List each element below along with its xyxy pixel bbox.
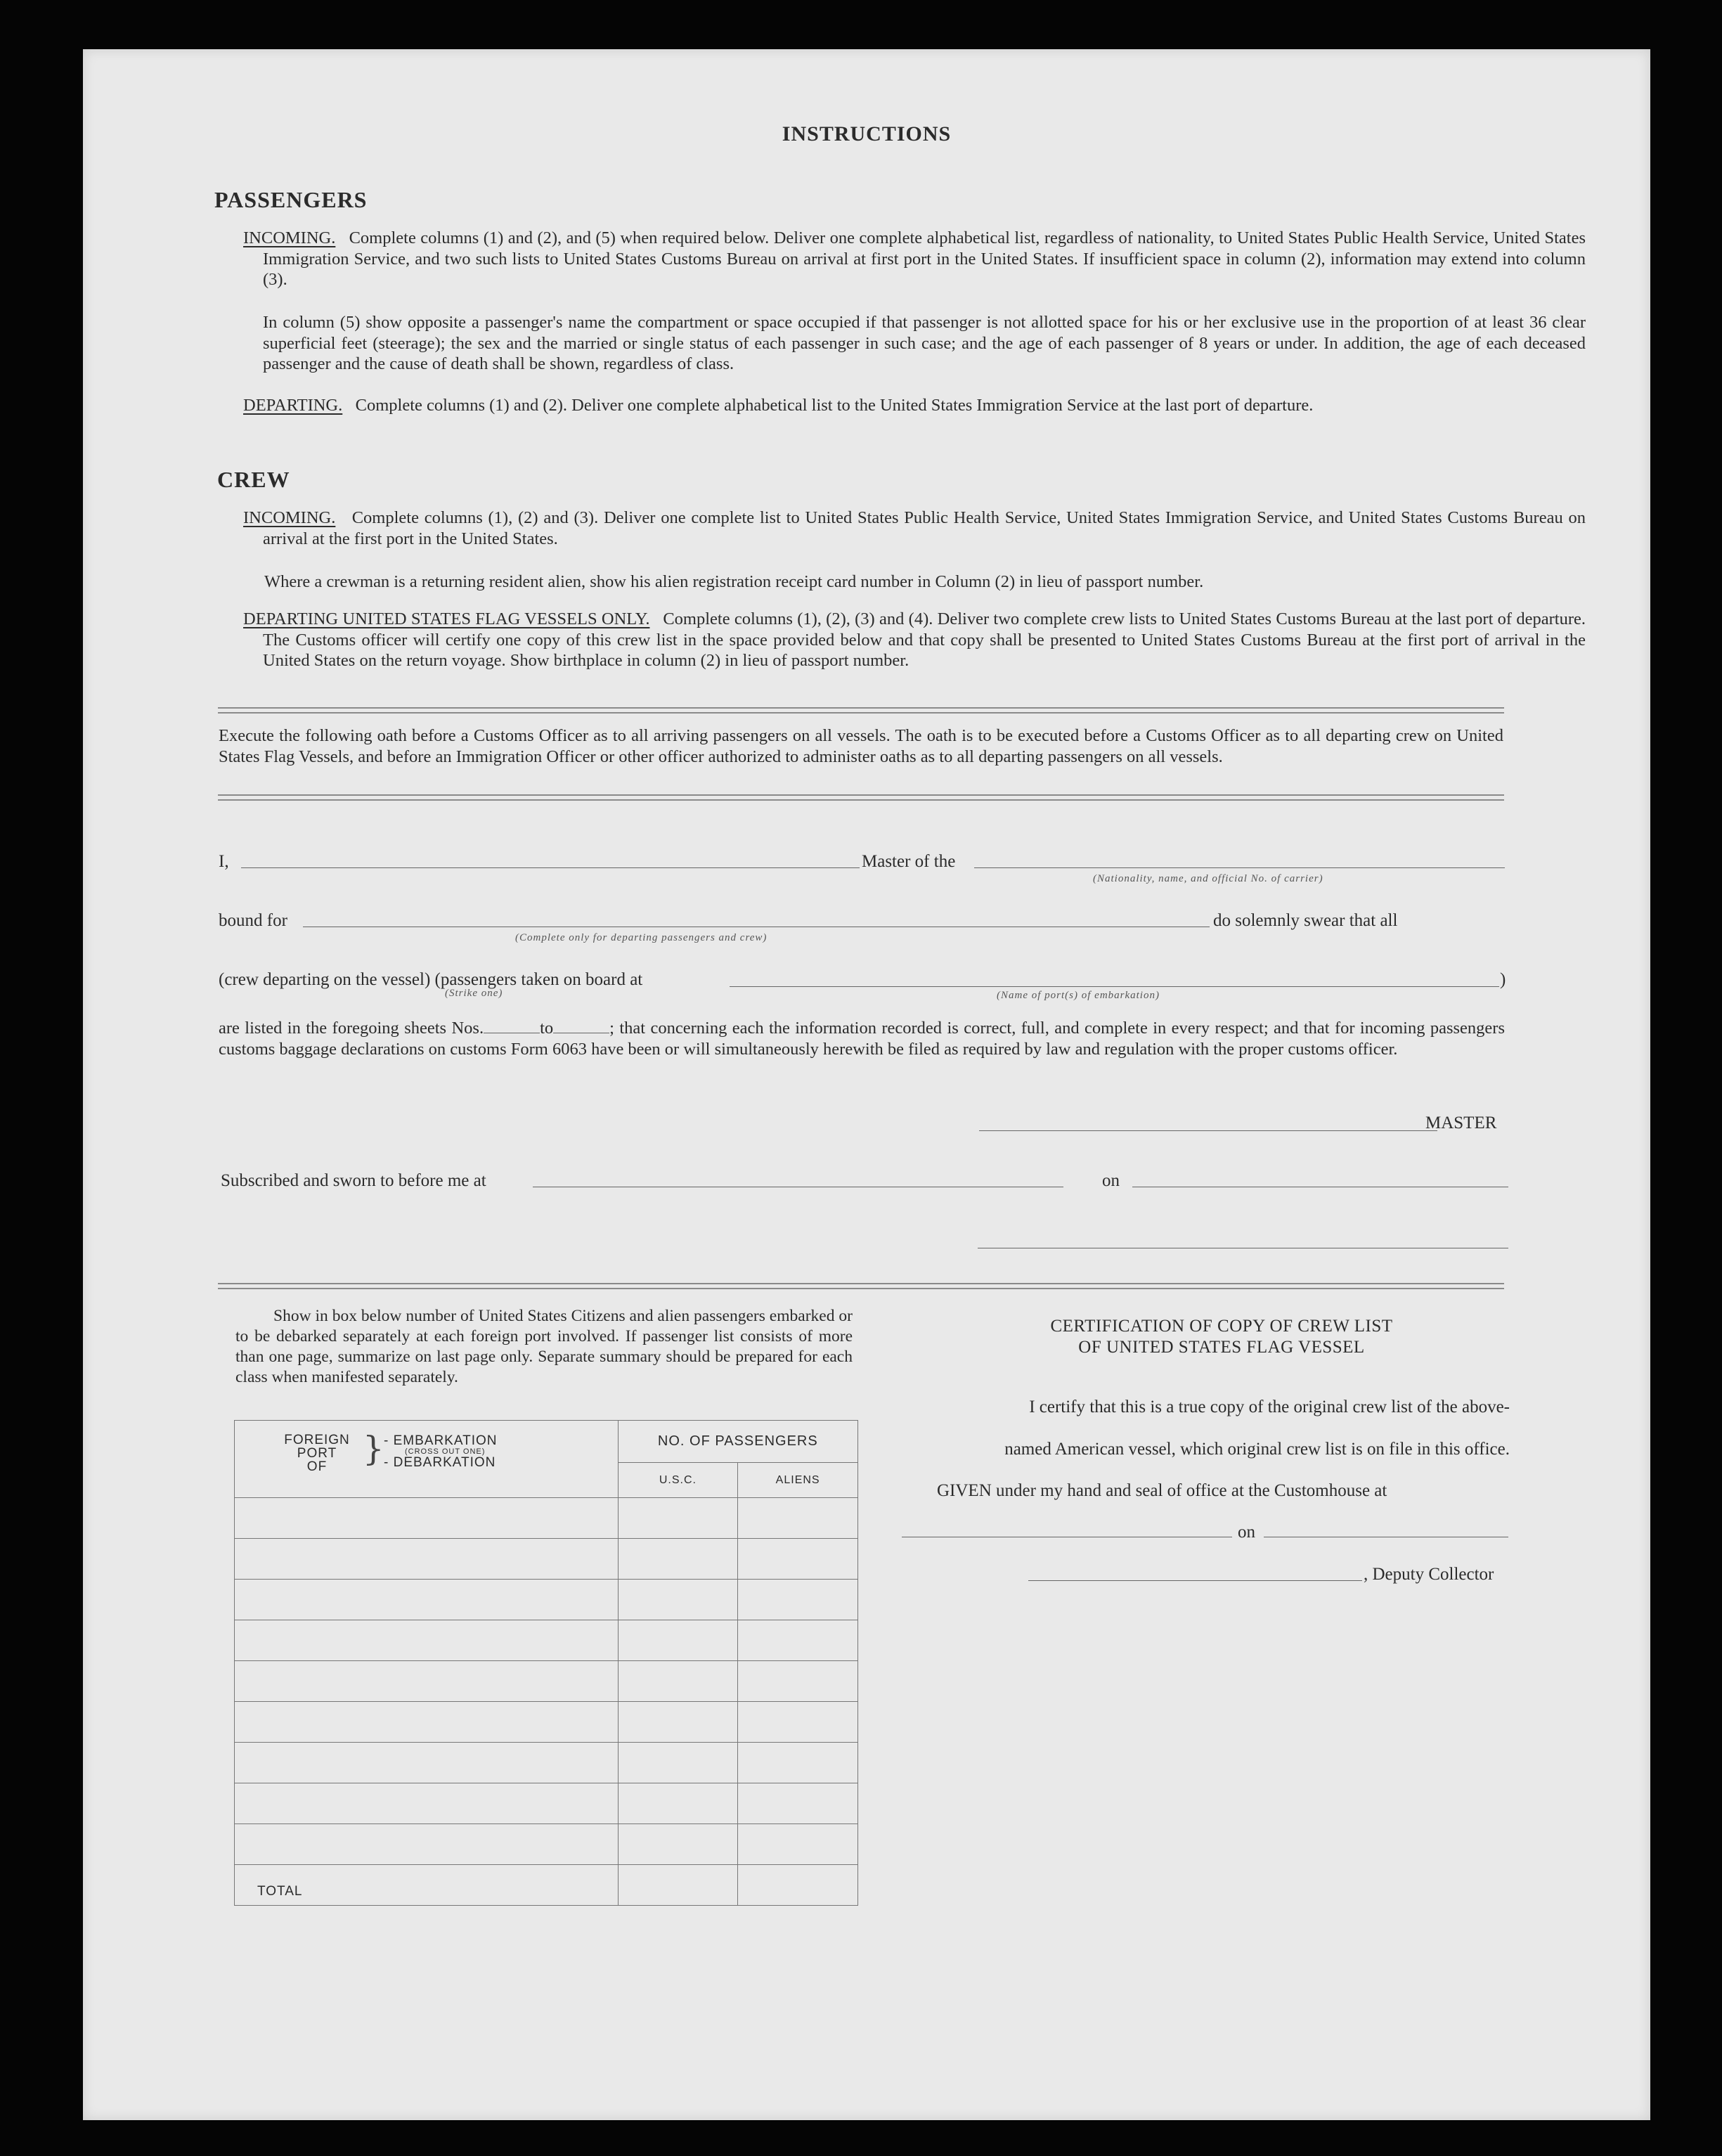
foreign-port-header (235, 1421, 619, 1498)
usc-cell[interactable] (618, 1824, 738, 1865)
usc-total-cell[interactable] (618, 1865, 738, 1906)
sworn-on-label: on (1102, 1171, 1120, 1190)
port-cell[interactable] (235, 1498, 619, 1539)
port-cell[interactable] (235, 1580, 619, 1620)
usc-header: U.S.C. (618, 1463, 738, 1498)
table-row (235, 1702, 858, 1743)
table-row (235, 1783, 858, 1824)
port-cell[interactable] (235, 1783, 619, 1824)
ports-caption: (Name of port(s) of embarkation) (997, 990, 1160, 1001)
port-cell[interactable] (235, 1743, 619, 1783)
aliens-cell[interactable] (738, 1539, 858, 1580)
close-paren: ) (1500, 970, 1506, 989)
passenger-summary-table (234, 1420, 858, 1906)
no-passengers-header: NO. OF PASSENGERS (618, 1421, 857, 1463)
crew-departing-label: DEPARTING UNITED STATES FLAG VESSELS ONLY. (243, 609, 650, 628)
usc-cell[interactable] (618, 1580, 738, 1620)
sheet-from-field[interactable] (484, 1020, 540, 1033)
strike-one-caption: (Strike one) (445, 988, 503, 999)
subscribed-label: Subscribed and sworn to before me at (221, 1171, 486, 1190)
crew-departing-paragraph (243, 609, 1586, 671)
carrier-caption: (Nationality, name, and official No. of carrier) (1093, 873, 1323, 884)
usc-cell[interactable] (618, 1539, 738, 1580)
crew-heading: CREW (217, 467, 290, 492)
usc-cell[interactable] (618, 1743, 738, 1783)
oath-instructions: Execute the following oath before a Customs Officer as to all arriving passengers on all vessels. The oath is to be executed before a Customs Officer as to all departing crew on United States Flag Vessels, and before an Immigration Officer or other officer authorized to administer oaths as to all departing passengers on all vessels. (219, 726, 1503, 766)
port-label: PORT (297, 1446, 337, 1461)
passengers-incoming-paragraph (243, 228, 1586, 290)
embarkation-ports-field[interactable] (730, 986, 1499, 987)
brace-icon: } (363, 1429, 384, 1468)
aliens-cell[interactable] (738, 1824, 858, 1865)
crew-incoming-label: INCOMING. (243, 508, 336, 527)
to-label: to (540, 1019, 554, 1038)
table-row (235, 1824, 858, 1865)
debarkation-label: - DEBARKATION (384, 1455, 496, 1470)
crew-departing-label: (crew departing on the vessel) (passengers taken on board at (219, 970, 643, 989)
port-cell[interactable] (235, 1824, 619, 1865)
table-row (235, 1661, 858, 1702)
table-row (235, 1743, 858, 1783)
master-signature-field[interactable] (979, 1130, 1437, 1131)
divider (218, 1283, 1504, 1289)
aliens-cell[interactable] (738, 1620, 858, 1661)
listed-rest: ; that concerning each the information recorded is correct, full, and complete in every respect; and that for incoming passengers customs baggage declarations on customs Form 6063 have been or will simultaneously herewith be filed as required by law and regulation with the proper customs officer. (219, 1019, 1505, 1059)
usc-cell[interactable] (618, 1783, 738, 1824)
usc-cell[interactable] (618, 1498, 738, 1539)
crew-departing-text: Complete columns (1), (2), (3) and (4). Deliver two complete crew lists to United States Customs Bureau at the last port of departure. The Customs officer will certify one copy of this crew list in the space provided below and that copy shall be presented to United States Customs Bureau at the first port of arrival in the United States on the return voyage. Show birthplace in column (2) in lieu of passport number. (263, 609, 1586, 670)
i-label: I, (219, 852, 229, 871)
embarkation-label: - EMBARKATION (384, 1433, 498, 1448)
divider (218, 707, 1504, 714)
port-cell[interactable] (235, 1702, 619, 1743)
master-name-field[interactable] (241, 867, 860, 868)
certify-line2: named American vessel, which original crew list is on file in this office. (1004, 1440, 1510, 1459)
total-label: TOTAL (235, 1865, 619, 1906)
passengers-departing-paragraph (243, 395, 1586, 416)
aliens-total-cell[interactable] (738, 1865, 858, 1906)
passengers-incoming-text: Complete columns (1) and (2), and (5) when required below. Deliver one complete alphabetical list, regardless of nationality, to United States Public Health Service, United States Immigration Service, and two such lists to United States Customs Bureau on arrival at first port in the United States. If insufficient space in column (2), information may extend into column (3). (263, 228, 1586, 289)
aliens-cell[interactable] (738, 1743, 858, 1783)
of-label: OF (306, 1459, 328, 1474)
foreign-label: FOREIGN (284, 1433, 350, 1447)
passengers-departing-label: DEPARTING. (243, 396, 343, 415)
master-label: MASTER (1425, 1113, 1497, 1132)
certification-heading-line2: OF UNITED STATES FLAG VESSEL (1078, 1338, 1365, 1357)
passengers-departing-text: Complete columns (1) and (2). Deliver one complete alphabetical list to the United States Immigration Service at the last port of departure. (355, 396, 1314, 415)
certification-heading-line1: CERTIFICATION OF COPY OF CREW LIST (1050, 1317, 1393, 1336)
summary-note: Show in box below number of United States Citizens and alien passengers embarked or to be debarked separately at each foreign port involved. If passenger list consists of more than one page, summarize on last page only. Separate summary should be prepared for each class when manifested separately. (235, 1307, 853, 1386)
port-cell[interactable] (235, 1539, 619, 1580)
certify-on-label: on (1238, 1523, 1255, 1542)
cross-out-label: (CROSS OUT ONE) (405, 1447, 486, 1456)
port-cell[interactable] (235, 1620, 619, 1661)
table-row (235, 1580, 858, 1620)
aliens-cell[interactable] (738, 1580, 858, 1620)
aliens-cell[interactable] (738, 1783, 858, 1824)
deputy-collector-signature-field[interactable] (1028, 1580, 1362, 1581)
divider (218, 794, 1504, 801)
usc-cell[interactable] (618, 1620, 738, 1661)
crew-incoming-paragraph (243, 508, 1586, 549)
crew-incoming-text: Complete columns (1), (2) and (3). Deliver one complete list to United States Public Health Service, United States Immigration Service, and United States Customs Bureau on arrival at the first port in the United States. (263, 508, 1586, 548)
passengers-incoming-label: INCOMING. (243, 228, 336, 247)
certification-heading (933, 1316, 1510, 1358)
master-of-the-label: Master of the (862, 852, 956, 871)
table-row (235, 1498, 858, 1539)
total-row (235, 1865, 858, 1906)
listed-paragraph (219, 1018, 1505, 1059)
resident-alien-paragraph: Where a crewman is a returning resident alien, show his alien registration receipt card number in Column (2) in lieu of passport number. (264, 572, 1204, 591)
certify-line1: I certify that this is a true copy of the original crew list of the above- (1029, 1397, 1510, 1416)
form-page (83, 49, 1650, 2120)
certify-line3: GIVEN under my hand and seal of office at the Customhouse at (937, 1481, 1387, 1500)
table-row (235, 1620, 858, 1661)
bound-for-label: bound for (219, 911, 287, 930)
sheet-to-field[interactable] (553, 1020, 609, 1033)
carrier-field[interactable] (974, 867, 1505, 868)
table-row (235, 1539, 858, 1580)
listed-prefix: are listed in the foregoing sheets Nos. (219, 1019, 484, 1038)
bound-for-caption: (Complete only for departing passengers and crew) (515, 932, 768, 943)
aliens-cell[interactable] (738, 1702, 858, 1743)
usc-cell[interactable] (618, 1702, 738, 1743)
usc-cell[interactable] (618, 1661, 738, 1702)
aliens-cell[interactable] (738, 1661, 858, 1702)
aliens-header: ALIENS (738, 1463, 858, 1498)
page-title: INSTRUCTIONS (782, 122, 952, 146)
port-cell[interactable] (235, 1661, 619, 1702)
deputy-collector-label: , Deputy Collector (1364, 1565, 1494, 1584)
swear-label: do solemnly swear that all (1213, 911, 1398, 930)
aliens-cell[interactable] (738, 1498, 858, 1539)
passengers-heading: PASSENGERS (214, 187, 368, 212)
column5-paragraph: In column (5) show opposite a passenger's name the compartment or space occupied if that passenger is not allotted space for his or her exclusive use in the proportion of at least 36 clear superficial feet (steerage); the sex and the married or single status of each passenger in such case; and the age of each passenger of 8 years or under. In addition, the age of each deceased passenger and the cause of death shall be shown, regardless of class. (263, 313, 1586, 373)
